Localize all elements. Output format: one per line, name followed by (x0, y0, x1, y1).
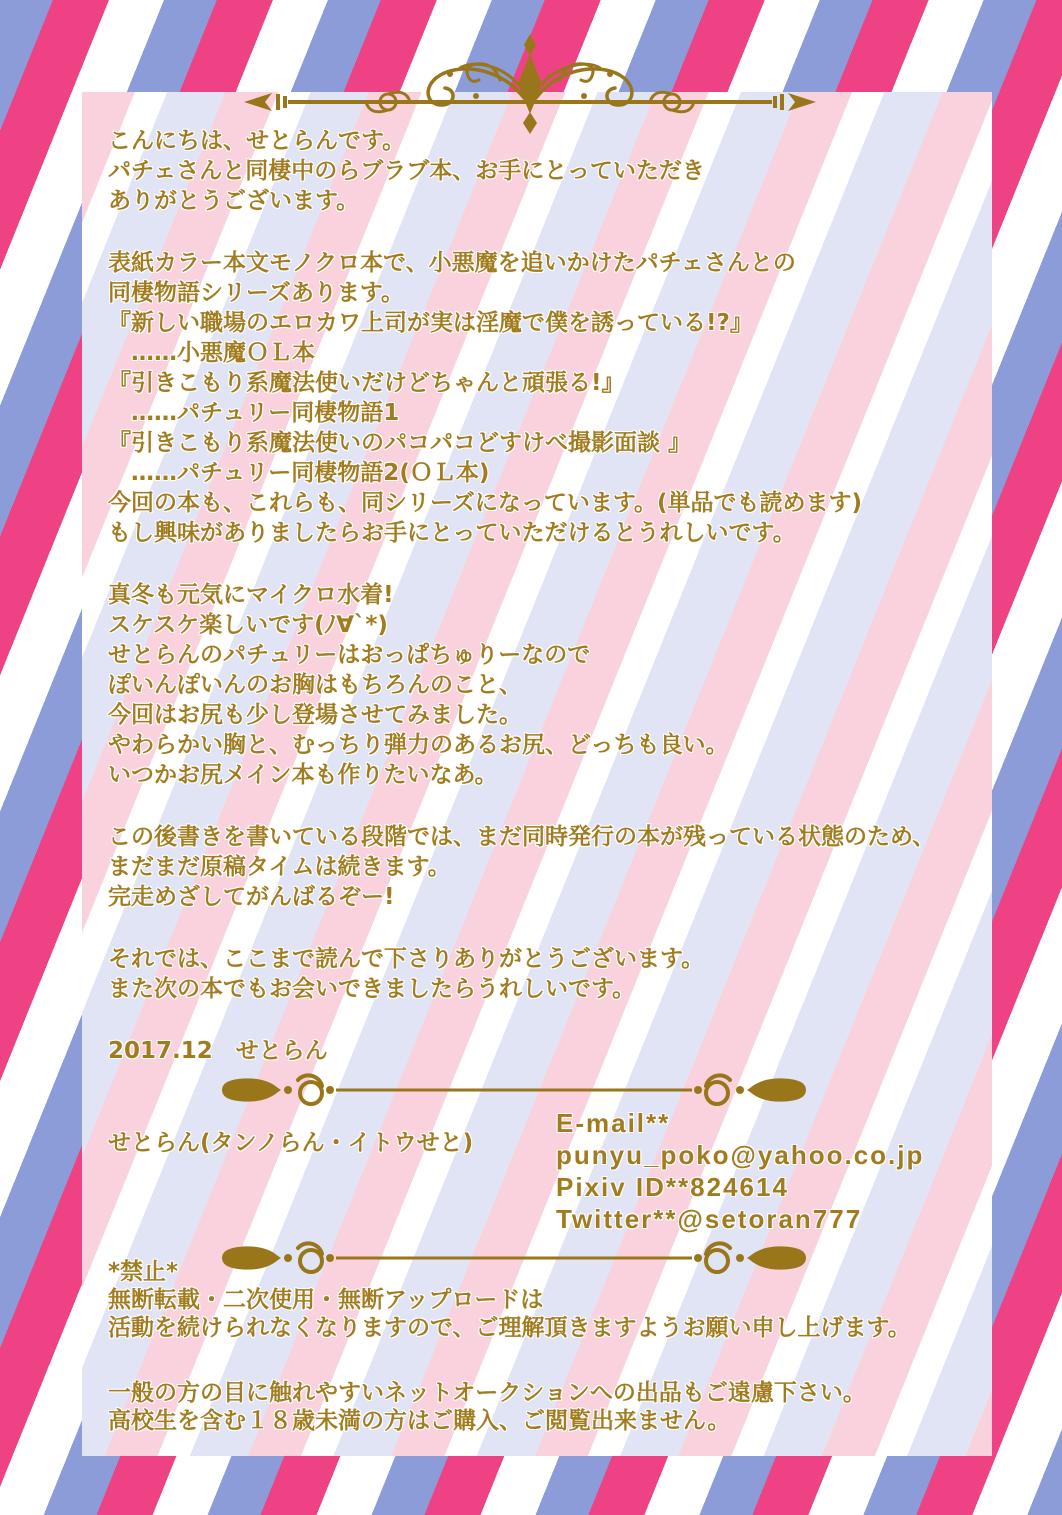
text-line: いつかお尻メイン本も作りたいなあ。 (108, 762, 498, 788)
text-line: この後書きを書いている段階では、まだ同時発行の本が残っている状態のため、 (108, 824, 936, 850)
text-line: 今回の本も、これらも、同シリーズになっています。(単品でも読めます) (108, 490, 863, 516)
notice-block (108, 1258, 1008, 1435)
text-line: 『新しい職場のエロカワ上司が実は淫魔で僕を誘っている!?』 (108, 310, 753, 336)
afterword-text (108, 126, 998, 1066)
pixiv-id: Pixiv ID**824614 (556, 1172, 789, 1202)
text-line: 『引きこもり系魔法使いのパコパコどすけべ撮影面談 』 (108, 430, 692, 456)
email-label: E-mail** (556, 1108, 671, 1138)
text-line: こんにちは、せとらんです。 (108, 128, 406, 154)
text-line: ……パチュリー同棲物語1 (108, 400, 400, 426)
swimsuit-paragraph (108, 580, 998, 790)
text-line: 2017.12 せとらん (108, 1038, 328, 1064)
text-line: 活動を続けられなくなりますので、ご理解頂きますようお願い申し上げます。 (108, 1315, 911, 1341)
text-line: 無断転載・二次使用・無断アップロードは (108, 1287, 544, 1313)
progress-paragraph (108, 822, 998, 912)
prohibition-paragraph (108, 1258, 1008, 1342)
text-line: もし興味がありましたらお手にとっていただけるとうれしいです。 (108, 520, 796, 546)
series-paragraph (108, 248, 998, 548)
greeting-paragraph (108, 126, 998, 216)
twitter-handle: Twitter**@setoran777 (556, 1204, 863, 1234)
text-line: ぽいんぽいんのお胸はもちろんのこと、 (108, 672, 522, 698)
date-signature (108, 1036, 998, 1066)
text-line: 表紙カラー本文モノクロ本で、小悪魔を追いかけたパチェさんとの (108, 250, 796, 276)
contact-block (556, 1107, 924, 1235)
text-line: スケスケ楽しいです(ﾉ∀`*) (108, 612, 388, 638)
email-address: punyu_poko@yahoo.co.jp (556, 1140, 925, 1170)
text-line: パチェさんと同棲中のらブラブ本、お手にとっていただき (108, 158, 705, 184)
text-line: まだまだ原稿タイムは続きます。 (108, 854, 451, 880)
author-name: せとらん(タンノらん・イトウせと) (108, 1130, 474, 1156)
text-line: 真冬も元気にマイクロ水着! (108, 582, 394, 608)
text-line: ……パチュリー同棲物語2(ＯＬ本) (108, 460, 490, 486)
text-line: 一般の方の目に触れやすいネットオークションへの出品もご遠慮下さい。 (108, 1380, 866, 1406)
text-line: ありがとうございます。 (108, 188, 360, 214)
text-line: やわらかい胸と、むっちり弾力のあるお尻、どっちも良い。 (108, 732, 729, 758)
text-line: 同棲物語シリーズあります。 (108, 280, 405, 306)
scroll-divider-icon (218, 1068, 810, 1112)
text-line: 『引きこもり系魔法使いだけどちゃんと頑張る!』 (108, 370, 625, 396)
text-line: 高校生を含む１８歳未満の方はご購入、ご閲覧出来ません。 (108, 1408, 731, 1434)
closing-paragraph (108, 944, 998, 1004)
text-line: 今回はお尻も少し登場させてみました。 (108, 702, 522, 728)
ornate-crown-divider-icon (238, 28, 822, 134)
text-line: 完走めざしてがんばるぞー! (108, 884, 395, 910)
text-line: *禁止* (108, 1259, 179, 1285)
text-line: また次の本でもお会いできましたらうれしいです。 (108, 976, 636, 1002)
restriction-paragraph (108, 1379, 1008, 1435)
text-line: それでは、ここまで読んで下さりありがとうございます。 (108, 946, 705, 972)
text-line: せとらんのパチュリーはおっぱちゅりーなので (108, 642, 591, 668)
text-line: ……小悪魔ＯＬ本 (108, 340, 315, 366)
